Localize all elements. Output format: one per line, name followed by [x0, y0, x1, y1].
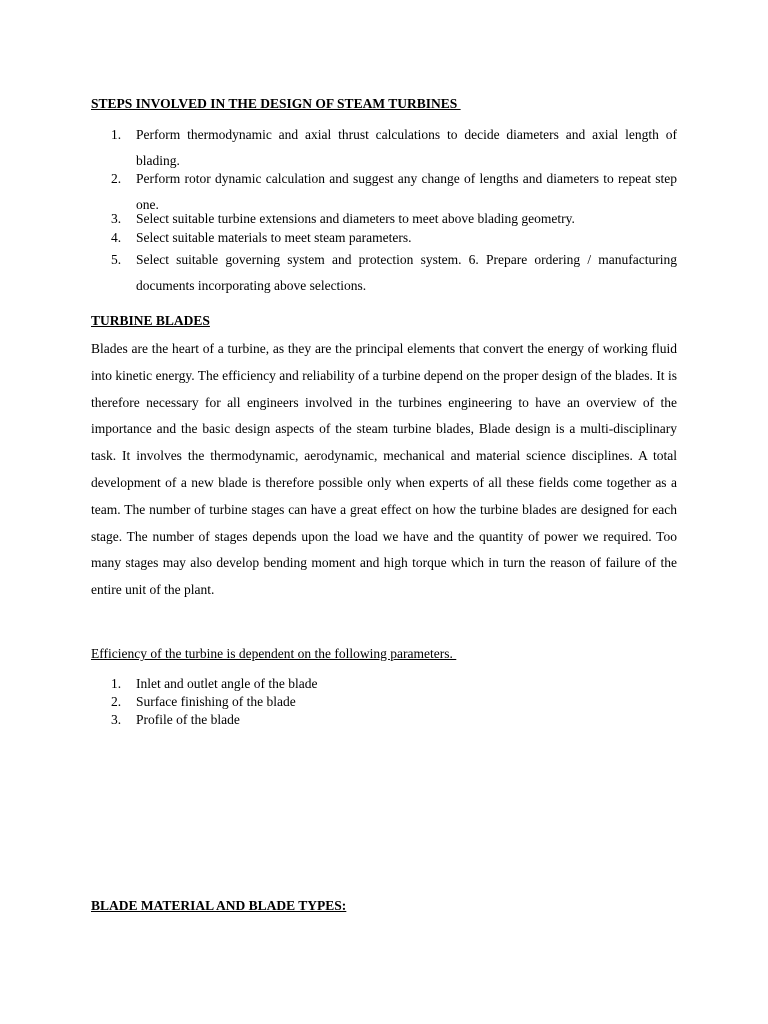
steps-heading: STEPS INVOLVED IN THE DESIGN OF STEAM TURBINES: [91, 96, 461, 111]
turbine-blades-paragraph: Blades are the heart of a turbine, as they are the principal elements that convert the energy of working fluid into kinetic energy. The efficiency and reliability of a turbine depend on the proper design of the blades. It is therefore necessary for all engineers involved in the turbines engineering to have an overview of the importance and the basic design aspects of the steam turbine blades, Blade design is a multi-disciplinary task. It involves the thermodynamic, aerodynamic, mechanical and material science disciplines. A total development of a new blade is therefore possible only when experts of all these fields come together as a team. The number of turbine stages can have a great effect on how the turbine blades are designed for each stage. The number of stages depends upon the load we have and the quantity of power we required. Too many stages may also develop bending moment and high torque which in turn the reason of failure of the entire unit of the plant.: [91, 341, 677, 598]
list-item: 2. Surface finishing of the blade: [111, 694, 296, 709]
efficiency-parameters-list: [91, 675, 677, 729]
list-item: 3. Select suitable turbine extensions and diameters to meet above blading geometry.: [111, 211, 575, 226]
list-item: 1. Inlet and outlet angle of the blade: [111, 676, 318, 691]
blade-material-heading: BLADE MATERIAL AND BLADE TYPES:: [91, 898, 347, 913]
list-item: 1. Perform thermodynamic and axial thrust calculations to decide diameters and axial length of blading.: [111, 127, 677, 168]
list-item: 3. Profile of the blade: [111, 712, 240, 727]
list-item: 4. Select suitable materials to meet steam parameters.: [111, 230, 412, 245]
design-steps-list: [91, 122, 677, 299]
efficiency-heading: Efficiency of the turbine is dependent on the following parameters.: [91, 646, 457, 661]
turbine-blades-heading: TURBINE BLADES: [91, 313, 210, 328]
list-item: 5. Select suitable governing system and protection system. 6. Prepare ordering / manufacturing documents incorporating above selections.: [111, 252, 677, 293]
list-item: 2. Perform rotor dynamic calculation and suggest any change of lengths and diameters to repeat step one.: [111, 171, 677, 212]
